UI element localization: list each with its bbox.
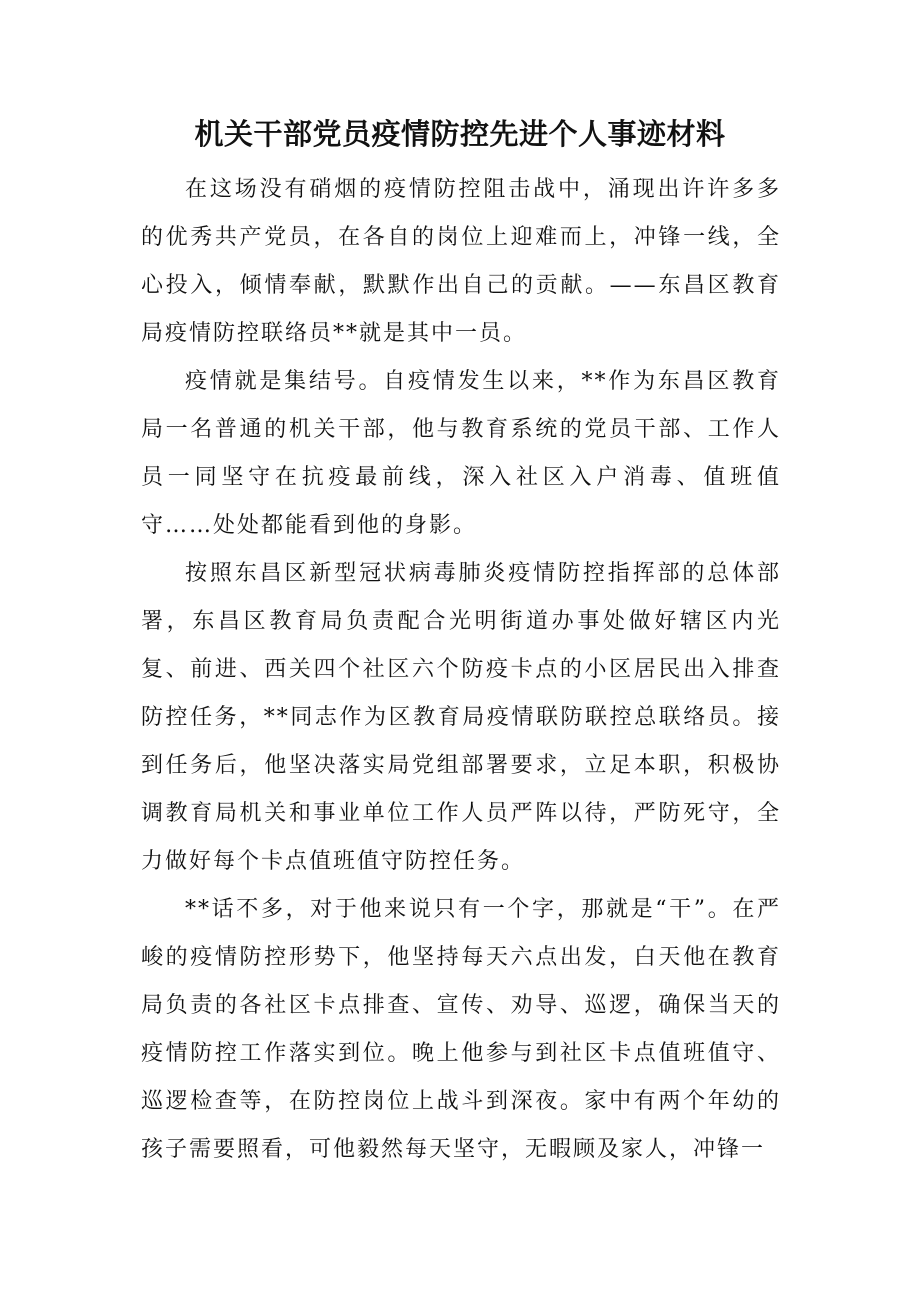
paragraph-3: 按照东昌区新型冠状病毒肺炎疫情防控指挥部的总体部署，东昌区教育局负责配合光明街道办事处做好辖区内光复、前进、西关四个社区六个防疫卡点的小区居民出入排查防控任务，**同志作为区教育局疫情联防联控总联络员。接到任务后，他坚决落实局党组部署要求，立足本职，积极协调教育局机关和事业单位工作人员严阵以待，严防死守，全力做好每个卡点值班值守防控任务。 xyxy=(141,561,781,874)
document-title: 机关干部党员疫情防控先进个人事迹材料 xyxy=(194,117,726,151)
document-body xyxy=(141,166,781,1174)
paragraph-1: 在这场没有硝烟的疫情防控阻击战中，涌现出许许多多的优秀共产党员，在各自的岗位上迎难而上，冲锋一线，全心投入，倾情奉献，默默作出自己的贡献。——东昌区教育局疫情防控联络员**就是其中一员。 xyxy=(141,177,781,346)
paragraph-2: 疫情就是集结号。自疫情发生以来，**作为东昌区教育局一名普通的机关干部，他与教育系统的党员干部、工作人员一同坚守在抗疫最前线，深入社区入户消毒、值班值守……处处都能看到他的身影。 xyxy=(141,369,781,538)
paragraph-4: **话不多，对于他来说只有一个字，那就是“干”。在严峻的疫情防控形势下，他坚持每天六点出发，白天他在教育局负责的各社区卡点排查、宣传、劝导、巡逻，确保当天的疫情防控工作落实到位。晚上他参与到社区卡点值班值守、巡逻检查等，在防控岗位上战斗到深夜。家中有两个年幼的孩子需要照看，可他毅然每天坚守，无暇顾及家人，冲锋一 xyxy=(141,897,781,1162)
